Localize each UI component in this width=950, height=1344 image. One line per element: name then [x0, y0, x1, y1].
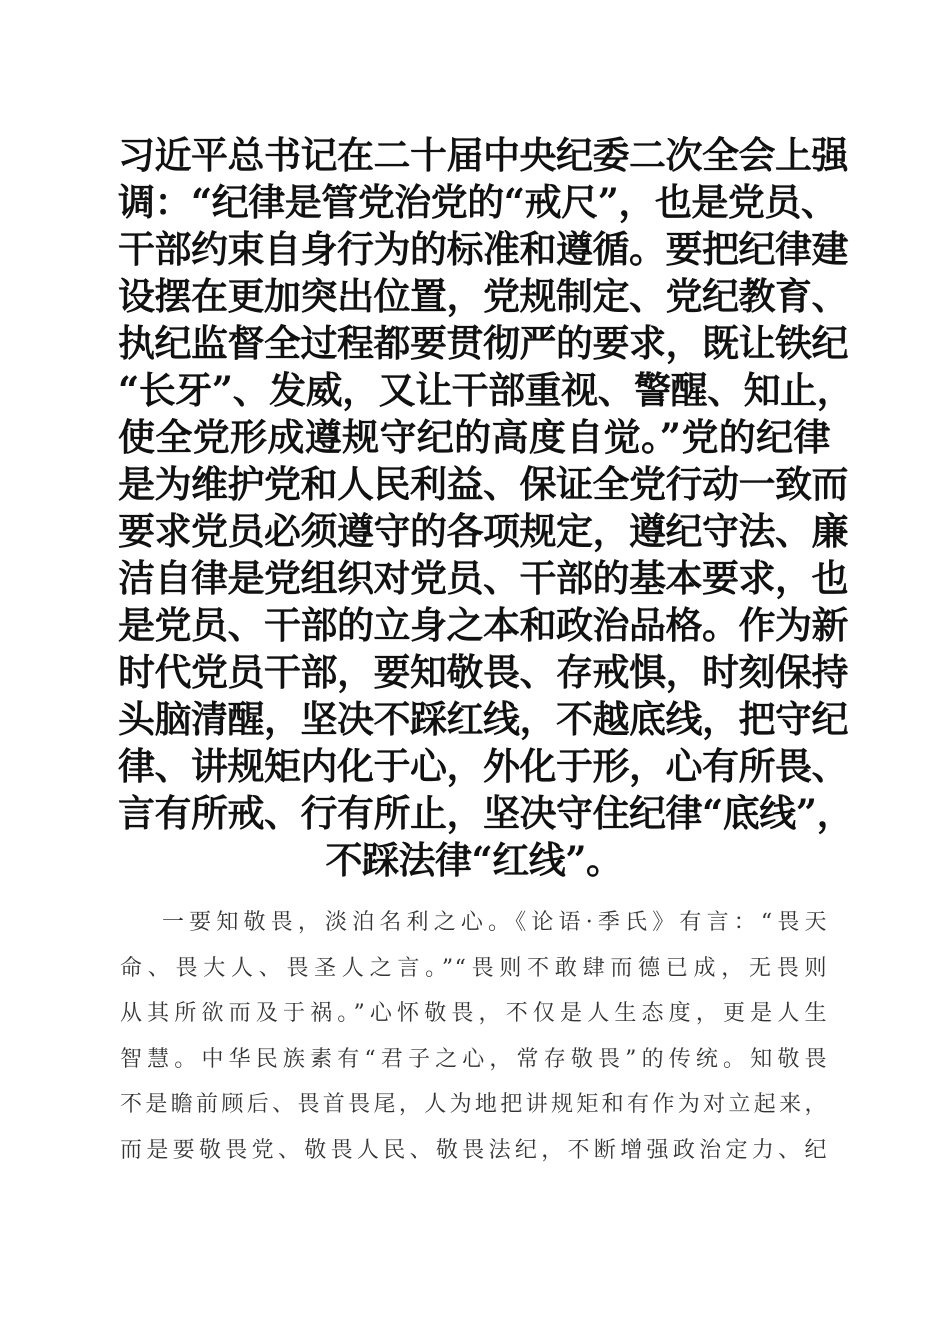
lead-line: 设摆在更加突出位置，党规制定、党纪教育、	[118, 274, 848, 318]
body-paragraph	[120, 900, 828, 1173]
body-line: 不是瞻前顾后、畏首畏尾，人为地把讲规矩和有作为对立起来，	[120, 1092, 828, 1117]
lead-line: 调：“纪律是管党治党的“戒尺”，也是党员、	[118, 180, 838, 224]
lead-line: 执纪监督全过程都要贯彻严的要求，既让铁纪	[118, 321, 848, 365]
lead-line: 习近平总书记在二十届中央纪委二次全会上强	[118, 133, 848, 177]
body-line: 智慧。中华民族素有“君子之心，常存敬畏”的传统。知敬畏	[120, 1046, 828, 1072]
body-line: 一要知敬畏，淡泊名利之心。《论语·季氏》有言：“畏天	[162, 910, 828, 935]
lead-paragraph	[118, 132, 854, 884]
lead-line: 头脑清醒，坚决不踩红线，不越底线，把守纪	[118, 697, 848, 741]
body-line: 命、畏大人、畏圣人之言。”“畏则不敢肆而德已成，无畏则	[120, 955, 828, 981]
lead-line: 干部约束自身行为的标准和遵循。要把纪律建	[118, 227, 848, 271]
lead-line: 是为维护党和人民利益、保证全党行动一致而	[118, 462, 848, 506]
lead-line-final: 不踩法律“红线”。	[325, 838, 623, 882]
lead-line: 律、讲规矩内化于心，外化于形，心有所畏、	[118, 744, 848, 788]
lead-line: 是党员、干部的立身之本和政治品格。作为新	[118, 603, 848, 647]
lead-line: 洁自律是党组织对党员、干部的基本要求，也	[118, 556, 848, 600]
lead-line: 使全党形成遵规守纪的高度自觉。”党的纪律	[118, 415, 830, 459]
body-line: 从其所欲而及于祸。”心怀敬畏，不仅是人生态度，更是人生	[120, 1001, 828, 1026]
body-line: 而是要敬畏党、敬畏人民、敬畏法纪，不断增强政治定力、纪	[120, 1137, 828, 1163]
lead-line: 要求党员必须遵守的各项规定，遵纪守法、廉	[118, 509, 848, 553]
lead-line: “长牙”、发威，又让干部重视、警醒、知止，	[118, 368, 854, 412]
lead-line: 时代党员干部，要知敬畏、存戒惧，时刻保持	[118, 650, 848, 694]
lead-line: 言有所戒、行有所止，坚决守住纪律“底线”，	[118, 791, 854, 835]
